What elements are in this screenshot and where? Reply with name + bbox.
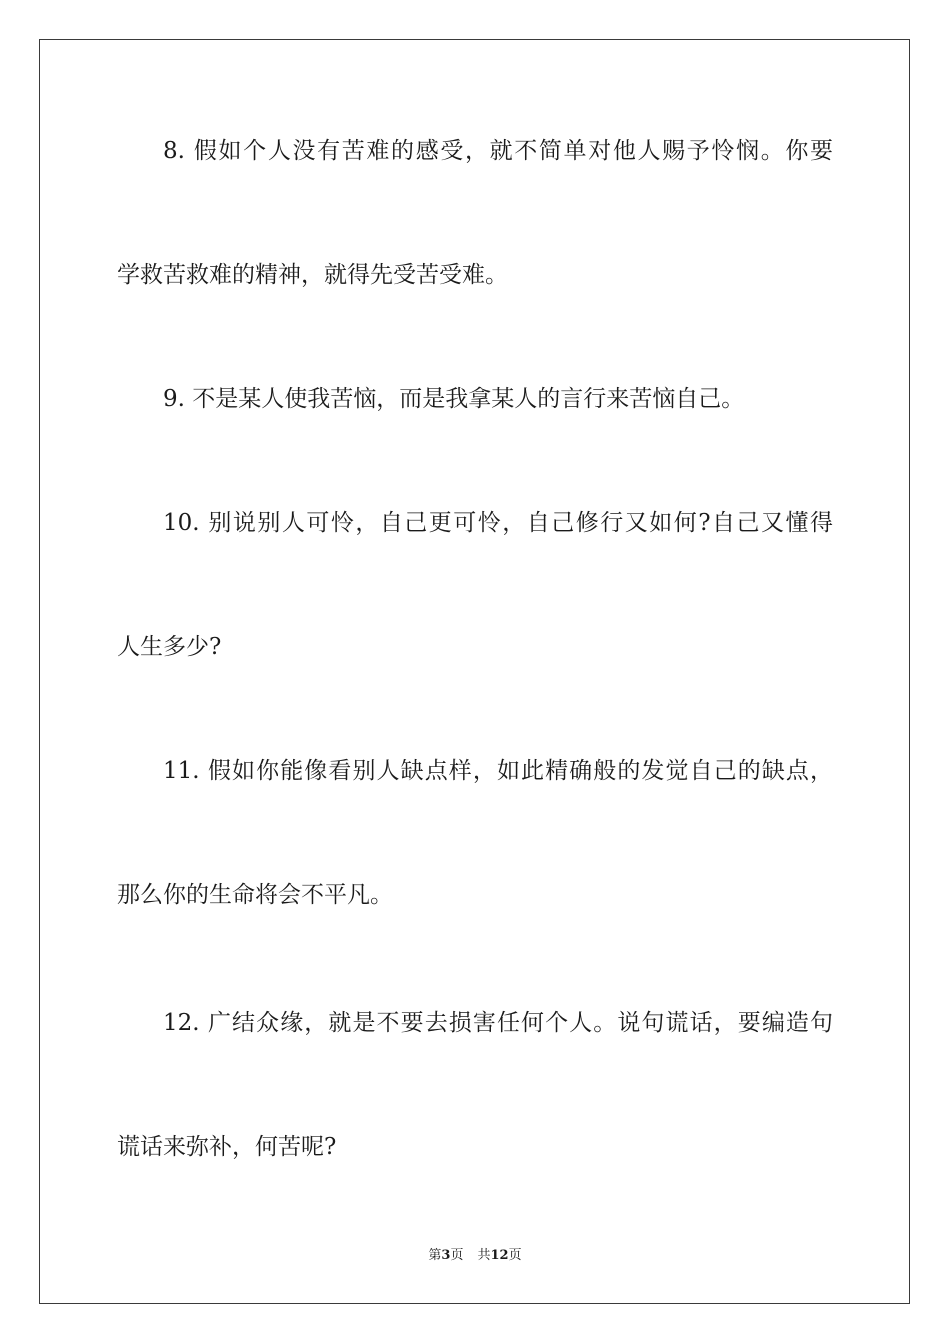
footer-total-prefix: 共 xyxy=(477,1248,491,1263)
paragraph-11-line-2: 那么你的生命将会不平凡。 xyxy=(117,882,393,908)
footer-page-suffix: 页 xyxy=(450,1248,464,1263)
footer-prefix: 第 xyxy=(428,1248,442,1263)
paragraph-11-line-1: 11. 假如你能像看别人缺点样，如此精确般的发觉自己的缺点， xyxy=(163,758,833,784)
page-border xyxy=(39,39,910,1304)
paragraph-12-line-1: 12. 广结众缘，就是不要去损害任何个人。说句谎话，要编造句 xyxy=(163,1010,833,1036)
paragraph-10-line-1: 10. 别说别人可怜，自己更可怜，自己修行又如何?自己又懂得 xyxy=(163,510,833,536)
paragraph-8-line-2: 学救苦救难的精神，就得先受苦受难。 xyxy=(117,262,508,288)
paragraph-10-line-2: 人生多少? xyxy=(117,634,222,660)
paragraph-8-line-1: 8. 假如个人没有苦难的感受，就不简单对他人赐予怜悯。你要 xyxy=(163,138,833,164)
total-page-count: 12 xyxy=(490,1248,509,1263)
paragraph-9-line-1: 9. 不是某人使我苦恼，而是我拿某人的言行来苦恼自己。 xyxy=(163,386,745,412)
current-page-number: 3 xyxy=(441,1248,451,1263)
page-footer xyxy=(0,1247,950,1265)
paragraph-12-line-2: 谎话来弥补，何苦呢? xyxy=(117,1134,337,1160)
footer-total-suffix: 页 xyxy=(508,1248,522,1263)
